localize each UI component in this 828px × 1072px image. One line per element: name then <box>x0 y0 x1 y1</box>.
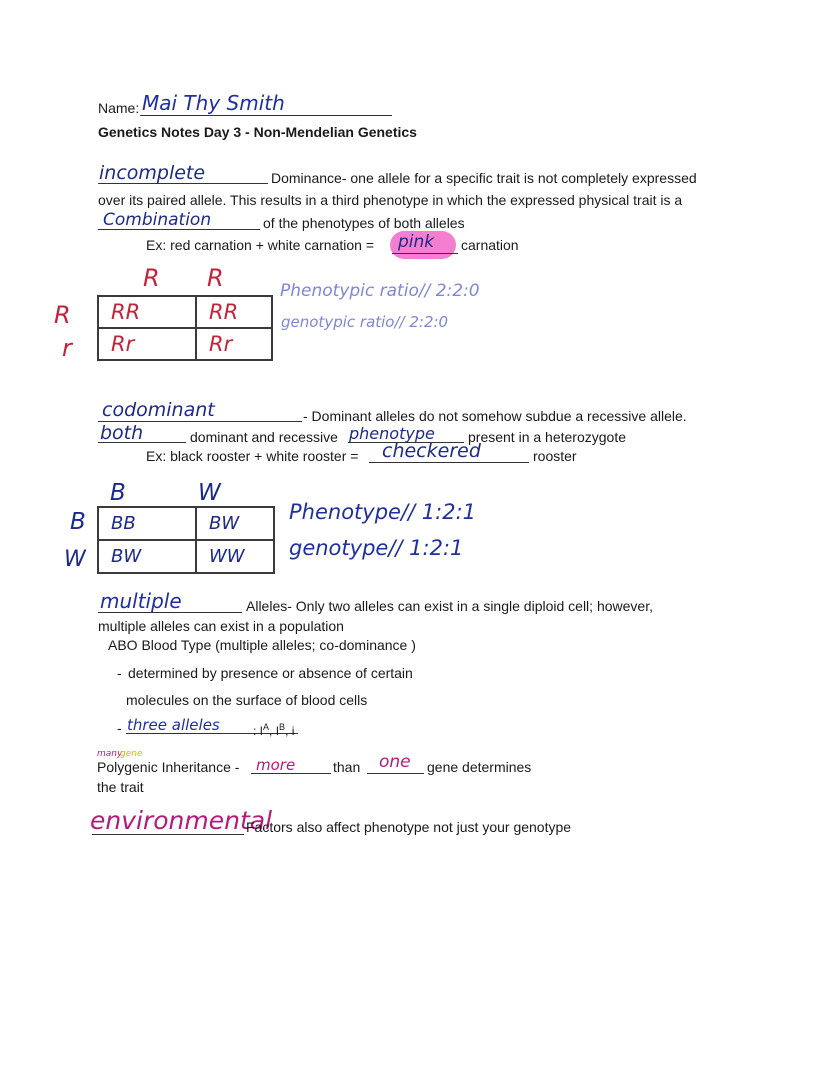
incomplete-line2: over its paired allele. This results in a third phenotype in which the expressed physical trait is a <box>98 192 683 208</box>
environmental-text: Factors also affect phenotype not just your genotype <box>246 819 572 835</box>
abo-heading: ABO Blood Type (multiple alleles; co-dominance ) <box>108 637 416 653</box>
name-label: Name: <box>98 100 140 116</box>
carnation-example-prefix: Ex: red carnation + white carnation = <box>146 237 375 253</box>
punnett2-side-2: W <box>64 547 86 572</box>
codominant-line2b: present in a heterozygote <box>468 429 626 445</box>
alleles-sep: , I <box>269 724 280 738</box>
punnett1-side-2: r <box>62 334 72 362</box>
punnett1-top-1: R <box>143 264 160 292</box>
polygenic-note-gene: gene <box>120 749 143 759</box>
three-alleles-answer: three alleles <box>127 716 220 734</box>
polygenic-suffix: gene determines <box>427 759 532 775</box>
punnett-square-incomplete <box>97 295 273 361</box>
polygenic-line2: the trait <box>97 779 144 795</box>
allele-b-sup: B <box>279 722 286 732</box>
rooster-example-suffix: rooster <box>533 448 577 464</box>
punnett1-cell: Rr <box>98 328 196 360</box>
punnett1-cell: RR <box>98 296 196 328</box>
multiple-line2: multiple alleles can exist in a population <box>98 618 344 634</box>
polygenic-text: Polygenic Inheritance - <box>97 759 240 775</box>
punnett2-cell: BW <box>196 507 274 540</box>
alleles-list <box>253 719 294 739</box>
more-answer: more <box>256 756 296 774</box>
polygenic-than: than <box>333 759 361 775</box>
multiple-answer: multiple <box>100 589 182 613</box>
incomplete-answer: incomplete <box>99 162 206 184</box>
combination-answer: Combination <box>103 210 212 230</box>
alleles-prefix: : I <box>253 724 264 738</box>
codominant-line2a: dominant and recessive <box>190 429 338 445</box>
phenotype-answer: phenotype <box>349 424 435 443</box>
punnett2-cell: BW <box>98 540 196 573</box>
pink-answer: pink <box>398 232 435 252</box>
allele-a-sup: A <box>263 722 270 732</box>
environmental-answer: environmental <box>90 806 273 835</box>
pink-blank-line <box>392 253 458 254</box>
both-answer: both <box>100 422 144 444</box>
phenotypic-ratio-note: Phenotypic ratio// 2:2:0 <box>280 281 480 301</box>
genotype-ratio-note: genotype// 1:2:1 <box>289 536 464 560</box>
carnation-example-suffix: carnation <box>461 237 519 253</box>
codominant-answer: codominant <box>102 399 215 421</box>
bullet1-dash: - <box>117 665 122 681</box>
codominant-line1: - Dominant alleles do not somehow subdue a recessive allele. <box>303 408 687 424</box>
one-blank-line <box>367 773 424 774</box>
checkered-blank-line <box>369 462 529 463</box>
page-title: Genetics Notes Day 3 - Non-Mendelian Genetics <box>98 124 417 140</box>
allele-i: , i <box>285 724 295 738</box>
punnett2-cell: WW <box>196 540 274 573</box>
punnett2-side-1: B <box>70 509 86 535</box>
punnett1-side-1: R <box>54 301 71 329</box>
punnett2-top-2: W <box>198 480 221 506</box>
punnett2-cell: BB <box>98 507 196 540</box>
multiple-line1: Alleles- Only two alleles can exist in a single diploid cell; however, <box>246 598 653 614</box>
genotypic-ratio-note: genotypic ratio// 2:2:0 <box>281 313 449 331</box>
phenotype-ratio-note: Phenotype// 1:2:1 <box>289 500 477 524</box>
checkered-answer: checkered <box>382 440 481 462</box>
incomplete-line1: Dominance- one allele for a specific trait is not completely expressed <box>271 170 697 186</box>
name-line <box>140 115 392 116</box>
punnett1-cell: RR <box>196 296 272 328</box>
incomplete-line3: of the phenotypes of both alleles <box>263 215 465 231</box>
rooster-example-prefix: Ex: black rooster + white rooster = <box>146 448 359 464</box>
polygenic-note-many: many <box>97 749 123 759</box>
bullet1-line1: determined by presence or absence of certain <box>128 665 413 681</box>
bullet2-dash: - <box>117 720 122 736</box>
one-answer: one <box>379 752 411 772</box>
punnett2-top-1: B <box>110 480 126 506</box>
bullet1-line2: molecules on the surface of blood cells <box>126 692 368 708</box>
punnett-square-codominant <box>97 506 275 574</box>
student-name: Mai Thy Smith <box>142 91 285 115</box>
punnett1-top-2: R <box>207 264 224 292</box>
punnett1-cell: Rr <box>196 328 272 360</box>
